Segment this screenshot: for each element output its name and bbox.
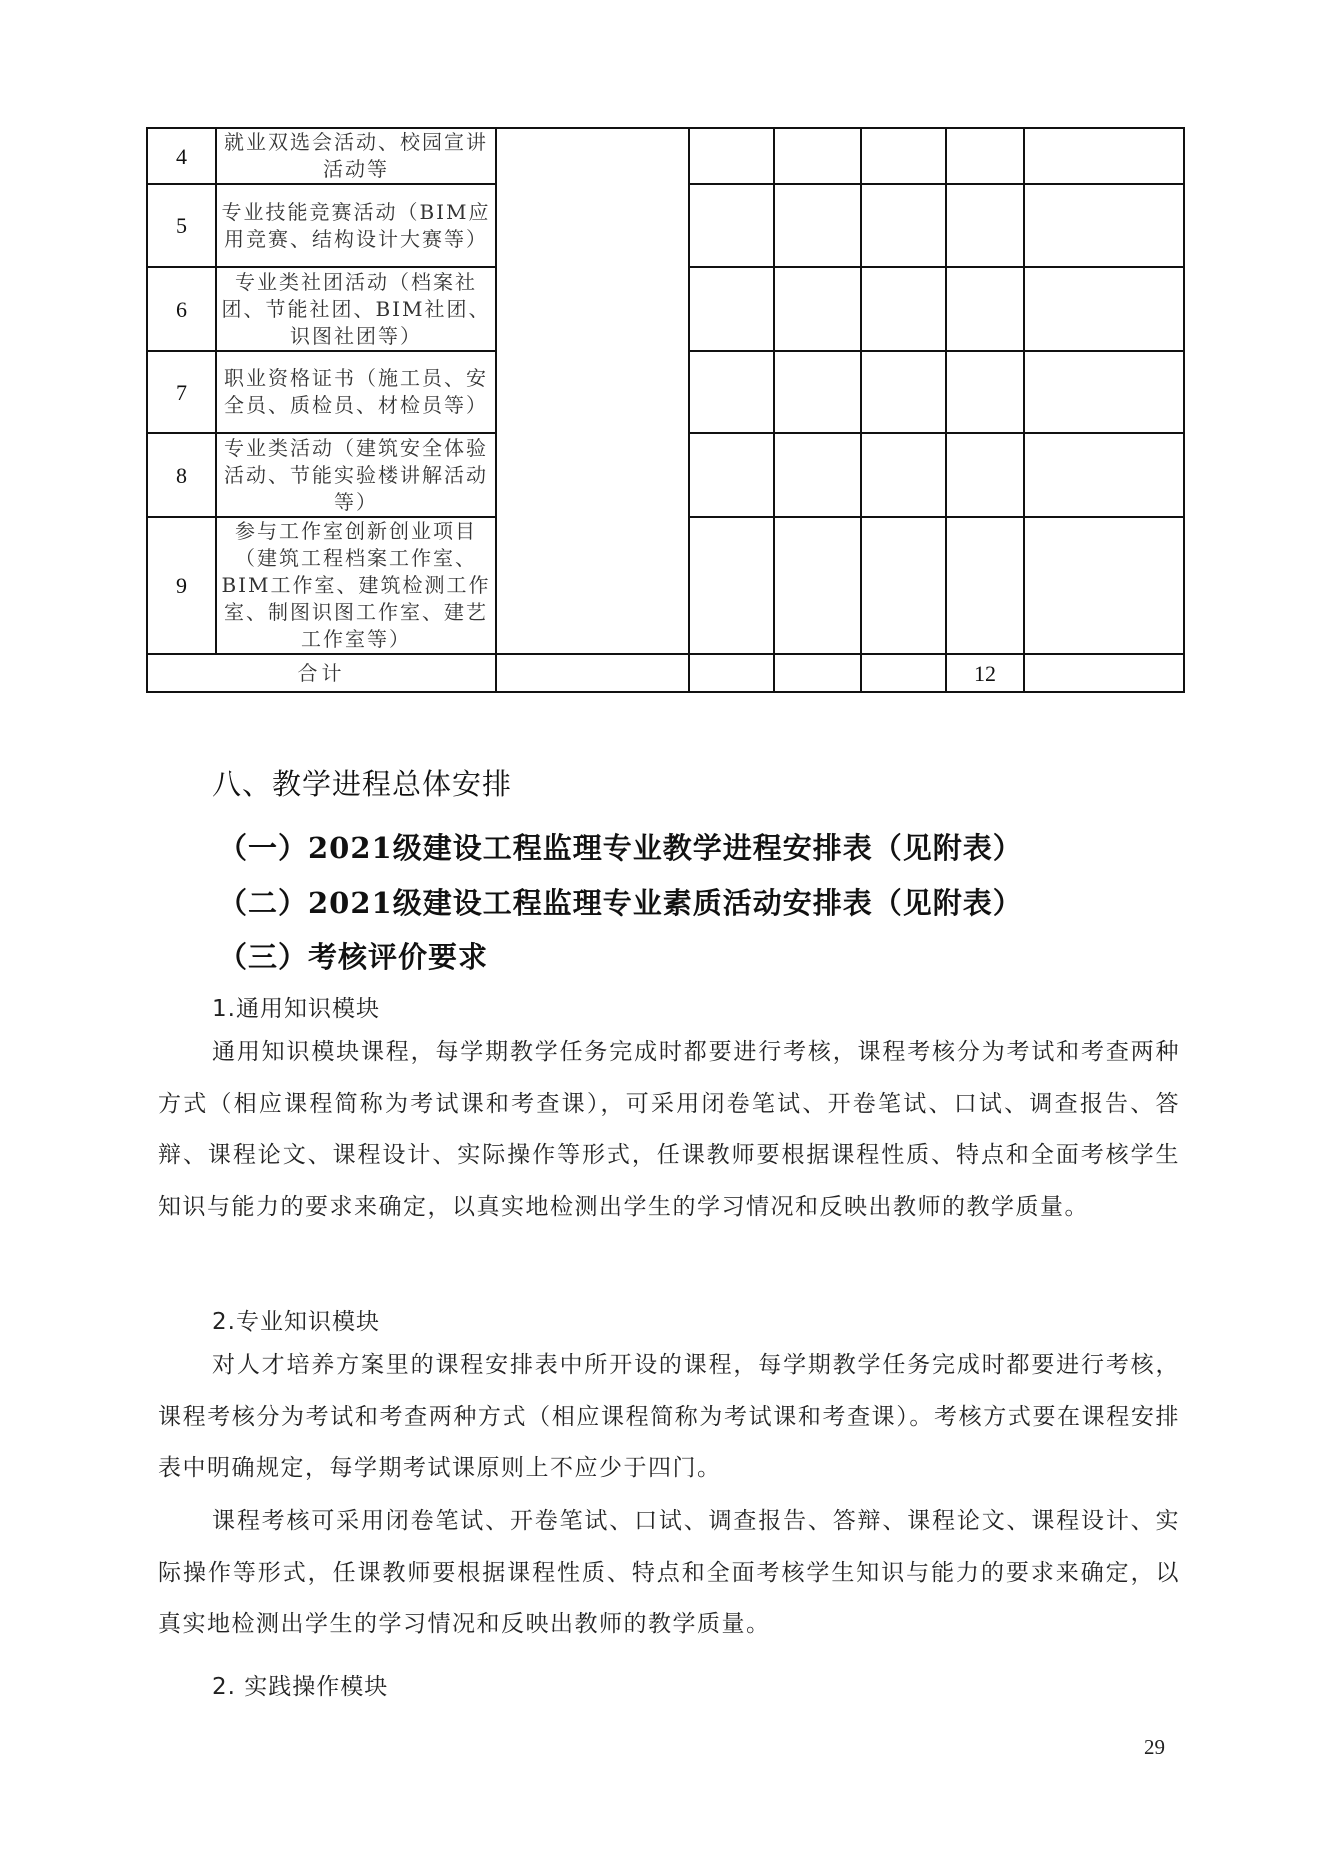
table-cell [946, 351, 1024, 433]
table-cell [689, 433, 774, 517]
table-cell [774, 433, 861, 517]
activity-name: 专业类社团活动（档案社团、节能社团、BIM社团、识图社团等） [216, 267, 496, 351]
subsection-2: （二）2021级建设工程监理专业素质活动安排表（见附表） [218, 886, 1023, 920]
module-1-heading: 1.通用知识模块 [212, 996, 380, 1022]
row-number: 7 [147, 351, 216, 433]
table-cell [861, 184, 946, 267]
table-cell [1024, 351, 1184, 433]
merged-cell [496, 128, 689, 654]
row-number: 4 [147, 128, 216, 184]
table-cell [689, 184, 774, 267]
activity-name: 专业类活动（建筑安全体验活动、节能实验楼讲解活动等） [216, 433, 496, 517]
table-row [147, 128, 1184, 184]
total-cell [774, 654, 861, 692]
subsection-3: （三）考核评价要求 [218, 940, 489, 974]
table-cell [774, 517, 861, 654]
row-number: 6 [147, 267, 216, 351]
table-cell [689, 128, 774, 184]
table-cell [1024, 267, 1184, 351]
module-2-paragraph-2: 课程考核可采用闭卷笔试、开卷笔试、口试、调查报告、答辩、课程论文、课程设计、实际操作等形式，任课教师要根据课程性质、特点和全面考核学生知识与能力的要求来确定，以真实地检测出学生的学习情况和反映出教师的教学质量。 [158, 1508, 1180, 1637]
table-cell [861, 267, 946, 351]
activity-table [146, 127, 1185, 693]
total-cell [1024, 654, 1184, 692]
table-cell [689, 351, 774, 433]
page-number: 29 [1144, 1735, 1165, 1759]
total-cell [496, 654, 689, 692]
activity-name: 专业技能竞赛活动（BIM应用竞赛、结构设计大赛等） [216, 184, 496, 267]
row-number: 9 [147, 517, 216, 654]
subsection-1: （一）2021级建设工程监理专业教学进程安排表（见附表） [218, 831, 1023, 865]
total-cell: 12 [946, 654, 1024, 692]
table-cell [861, 351, 946, 433]
section-title: 八、教学进程总体安排 [212, 767, 513, 801]
table-cell [946, 128, 1024, 184]
table-cell [689, 267, 774, 351]
row-number: 5 [147, 184, 216, 267]
table-cell [861, 517, 946, 654]
module-2-paragraph-1: 对人才培养方案里的课程安排表中所开设的课程，每学期教学任务完成时都要进行考核，课程考核分为考试和考查两种方式（相应课程简称为考试课和考查课）。考核方式要在课程安排表中明确规定，每学期考试课原则上不应少于四门。 [158, 1352, 1180, 1481]
table-cell [946, 184, 1024, 267]
module-2-heading: 2.专业知识模块 [212, 1309, 380, 1335]
table-cell [774, 184, 861, 267]
total-label: 合计 [147, 654, 496, 692]
activity-name: 职业资格证书（施工员、安全员、质检员、材检员等） [216, 351, 496, 433]
module-1-paragraph: 通用知识模块课程，每学期教学任务完成时都要进行考核，课程考核分为考试和考查两种方式（相应课程简称为考试课和考查课），可采用闭卷笔试、开卷笔试、口试、调查报告、答辩、课程论文、课程设计、实际操作等形式，任课教师要根据课程性质、特点和全面考核学生知识与能力的要求来确定，以真实地检测出学生的学习情况和反映出教师的教学质量。 [158, 1039, 1180, 1220]
table-cell [946, 267, 1024, 351]
table-cell [1024, 517, 1184, 654]
table-cell [1024, 128, 1184, 184]
table-cell [861, 433, 946, 517]
total-cell [689, 654, 774, 692]
table-cell [689, 517, 774, 654]
table-cell [1024, 433, 1184, 517]
total-cell [861, 654, 946, 692]
table-cell [861, 128, 946, 184]
module-3-heading: 2. 实践操作模块 [212, 1674, 389, 1700]
row-number: 8 [147, 433, 216, 517]
activity-name: 就业双选会活动、校园宣讲活动等 [216, 128, 496, 184]
table-cell [774, 267, 861, 351]
table-cell [946, 433, 1024, 517]
table-cell [1024, 184, 1184, 267]
table-cell [774, 128, 861, 184]
total-row [147, 654, 1184, 692]
activity-name: 参与工作室创新创业项目（建筑工程档案工作室、BIM工作室、建筑检测工作室、制图识图工作室、建艺工作室等） [216, 517, 496, 654]
table-cell [946, 517, 1024, 654]
table-cell [774, 351, 861, 433]
